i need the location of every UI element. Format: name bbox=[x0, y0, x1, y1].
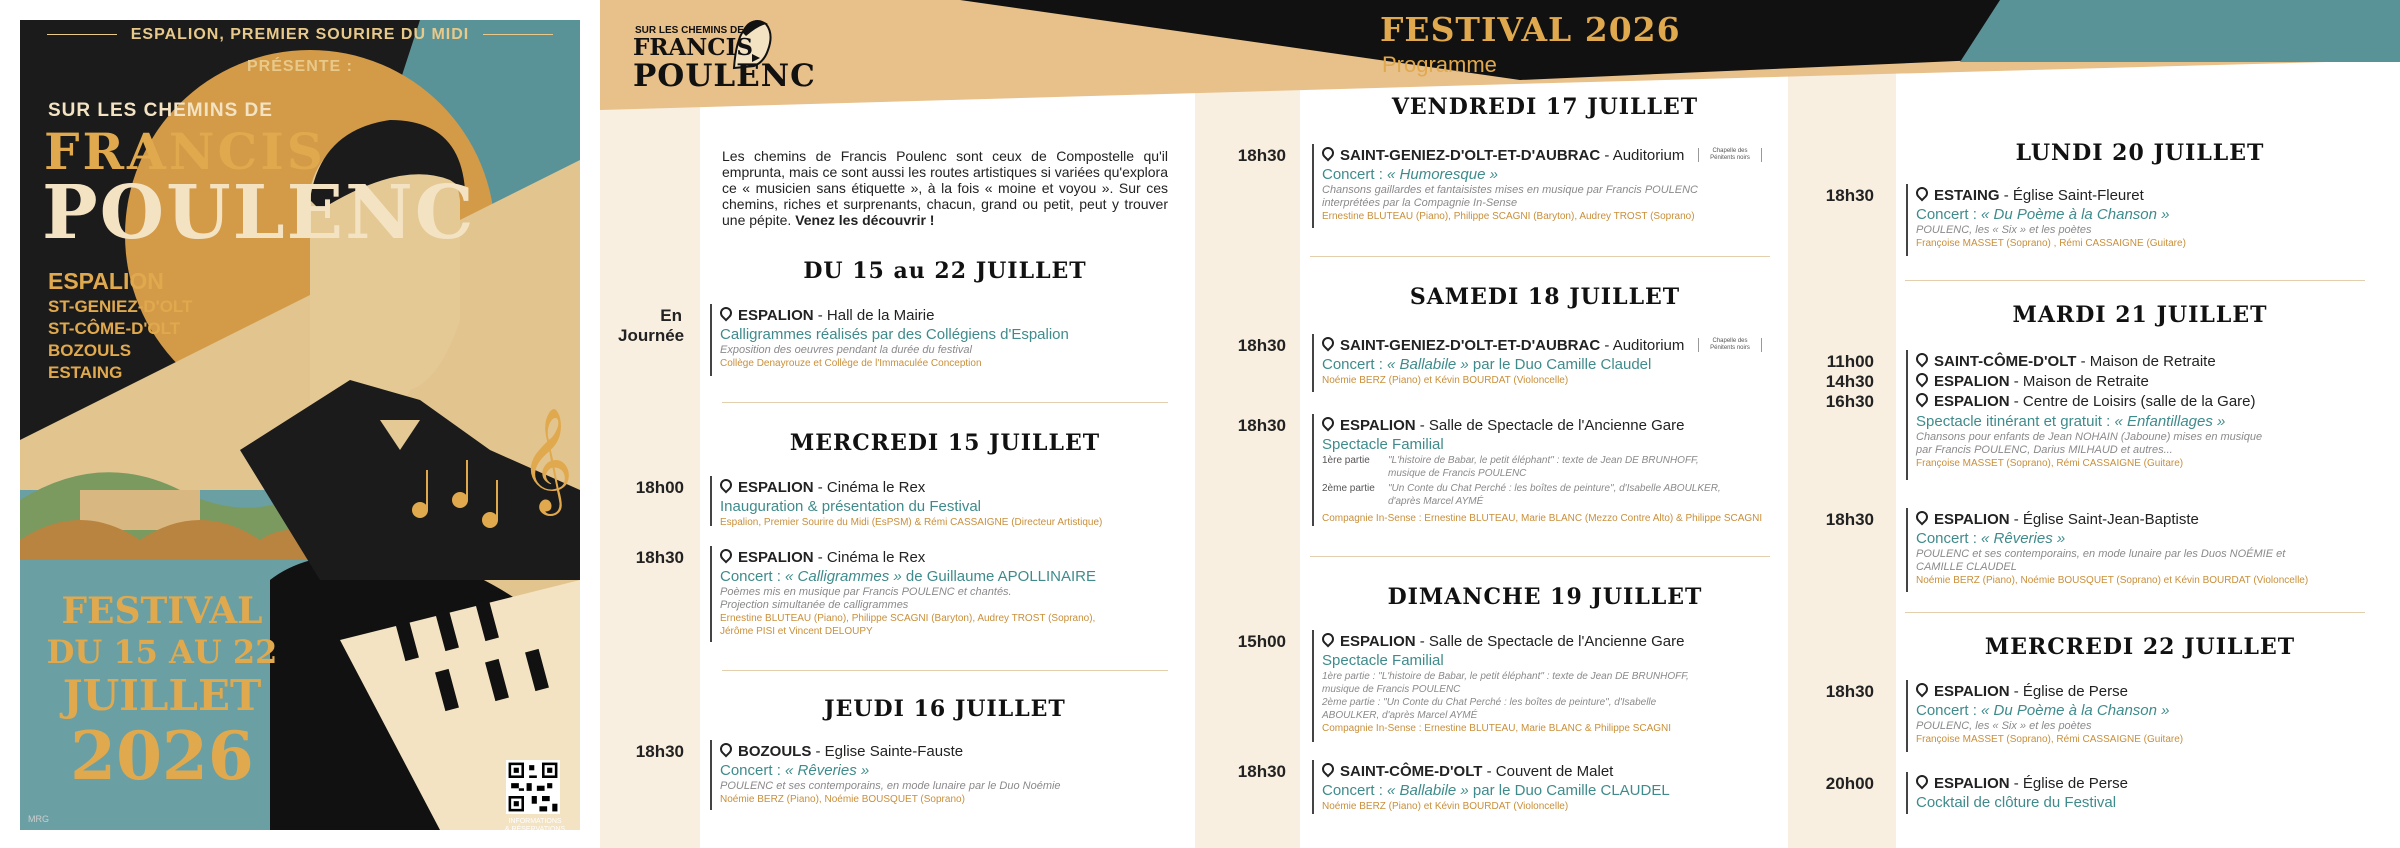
qr-code-icon[interactable] bbox=[506, 760, 560, 814]
event-description: 2ème partie : "Un Conte du Chat Perché : les boîtes de peinture", d'Isabelle bbox=[1322, 697, 1657, 708]
poster-town: BOZOULS bbox=[48, 341, 132, 360]
location-pin-icon bbox=[1914, 509, 1931, 526]
event-rule bbox=[1906, 680, 1908, 752]
event-description: Projection simultanée de calligrammes bbox=[720, 599, 909, 611]
event-time: 18h30 bbox=[1237, 762, 1286, 781]
event-time: 18h00 bbox=[635, 478, 684, 497]
event-title: Concert : « Rêveries » bbox=[720, 762, 870, 779]
event-entry: ESPALION - Cinéma le Rex Inauguration & présentation du Festival Espalion, Premier Sourire du Midi (EsPSM) & Rémi CASSAIGNE (Directeur Artistique) bbox=[720, 478, 1102, 529]
event-description: Poèmes mis en musique par Francis POULENC et chantés. bbox=[720, 586, 1012, 598]
event-time: 18h30 bbox=[635, 742, 684, 761]
poster-top-line: ESPALION, PREMIER SOURIRE DU MIDI bbox=[20, 26, 580, 44]
event-performers: Noémie BERZ (Piano), Noémie BOUSQUET (Soprano) et Kévin BOURDAT (Violoncelle) bbox=[1916, 575, 2309, 586]
day-heading: JEUDI 16 JUILLET bbox=[824, 696, 1066, 722]
event-time: 18h30 bbox=[1825, 186, 1874, 205]
poster-fest-month: JUILLET bbox=[62, 671, 262, 720]
event-rule bbox=[710, 546, 712, 642]
poster-towns bbox=[48, 266, 192, 384]
day-heading: SAMEDI 18 JUILLET bbox=[1409, 284, 1681, 310]
divider bbox=[1905, 612, 2365, 613]
event-title: Concert : « Du Poème à la Chanson » bbox=[1916, 702, 2170, 719]
event-entry: ESPALION - Salle de Spectacle de l'Ancienne Gare Spectacle Familial 1ère partie "L'histoire de Babar, le petit éléphant" : texte de Jean DE BRUNHOFF, musique de Francis POULENC 2ème partie "Un Conte du Chat Perché : les boîtes de peinture", d'Isabelle ABOULKER, d'après Marcel AYMÉ Compagnie In-Sense : Ernestine BLUTEAU, Marie BLANC (Mezzo Contre Alto) & Philippe SCAGNI bbox=[1322, 416, 1762, 525]
event-time: 18h30 bbox=[1237, 416, 1286, 435]
part-description: musique de Francis POULENC bbox=[1388, 468, 1527, 479]
event-entry: ESPALION - Cinéma le Rex Concert : « Calligrammes » de Guillaume APOLLINAIRE Poèmes mis en musique par Francis POULENC et chantés. Projection simultanée de calligrammes Ernestine BLUTEAU (Piano), Philippe SCAGNI (Baryton), Audrey TROST (Soprano), Jérôme PISI et Vincent DELOUPY bbox=[720, 548, 1096, 638]
event-rule bbox=[710, 476, 712, 526]
location-pin-icon bbox=[1914, 773, 1931, 790]
poster-presente: PRÉSENTE : bbox=[246, 58, 353, 75]
header-programme: Programme bbox=[1382, 52, 1497, 77]
event-rule bbox=[1312, 144, 1314, 228]
poster-town: ESPALION bbox=[48, 268, 164, 294]
location-pin-icon bbox=[1914, 371, 1931, 388]
svg-text:𝄞: 𝄞 bbox=[520, 407, 574, 512]
margin-band bbox=[1788, 0, 1896, 848]
event-performers: Collège Denayrouze et Collège de l'Immaculée Conception bbox=[720, 358, 982, 369]
divider bbox=[1310, 256, 1770, 257]
event-description: POULENC, les « Six » et les poètes bbox=[1916, 720, 2092, 732]
event-title: Spectacle itinérant et gratuit : « Enfantillages » bbox=[1916, 413, 2226, 430]
location-pin-icon bbox=[1320, 761, 1337, 778]
poster-town: ST-CÔME-D'OLT bbox=[48, 319, 181, 338]
location-pin-icon bbox=[1914, 681, 1931, 698]
part-description: "Un Conte du Chat Perché : les boîtes de peinture", d'Isabelle ABOULKER, bbox=[1388, 483, 1721, 494]
header-first-name: FRANCIS bbox=[633, 34, 753, 61]
event-entry: SAINT-GENIEZ-D'OLT-ET-D'AUBRAC - Auditorium Concert : « Humoresque » Chansons gaillardes et fantaisistes mises en musique par Francis POULENC interprétées par la Compagnie In-Sense Ernestine BLUTEAU (Piano), Philippe SCAGNI (Baryton), Audrey TROST (Soprano) bbox=[1322, 146, 1698, 223]
poster-last-name: POULENC bbox=[42, 170, 476, 256]
event-entry: SAINT-CÔME-D'OLT - Maison de Retraite ESPALION - Maison de Retraite ESPALION - Centre de Loisirs (salle de la Gare) Spectacle itinérant et gratuit : « Enfantillages » Chansons pour enfants de Jean NOHAIN (Jaboune) mises en musique par Francis POULENC, Darius MILHAUD et autres... Françoise MASSET (Soprano), Rémi CASSAIGNE (Guitare) bbox=[1916, 352, 2262, 470]
location-pin-icon bbox=[1914, 185, 1931, 202]
event-performers: Noémie BERZ (Piano), Noémie BOUSQUET (Soprano) bbox=[720, 794, 965, 805]
poster-festival-dates bbox=[32, 590, 292, 795]
event-rule bbox=[1906, 772, 1908, 814]
venue-note: Chapelle des Pénitents noirs bbox=[1698, 148, 1762, 162]
location-pin-icon bbox=[1914, 391, 1931, 408]
event-parts bbox=[1322, 454, 1762, 512]
location-pin-icon bbox=[718, 305, 735, 322]
location-pin-icon bbox=[1320, 145, 1337, 162]
poster-fest-year: 2026 bbox=[70, 717, 254, 795]
event-performers: Ernestine BLUTEAU (Piano), Philippe SCAGNI (Baryton), Audrey TROST (Soprano) bbox=[1322, 211, 1695, 222]
poster-town: ST-GENIEZ-D'OLT bbox=[48, 297, 193, 316]
qr-label: INFORMATIONS & RÉSERVATIONS bbox=[504, 818, 566, 830]
divider bbox=[722, 402, 1168, 403]
header-last-name: POULENC bbox=[633, 58, 816, 94]
event-description: 1ère partie : "L'histoire de Babar, le petit éléphant" : texte de Jean DE BRUNHOFF, bbox=[1322, 671, 1689, 682]
event-entry: SAINT-CÔME-D'OLT - Couvent de Malet Concert : « Ballabile » par le Duo Camille CLAUDEL Noémie BERZ (Piano) et Kévin BOURDAT (Violoncelle) bbox=[1322, 762, 1670, 813]
poster-credit: MRG bbox=[28, 814, 49, 824]
event-description: POULENC et ses contemporains, en mode lunaire par le Duo Noémie bbox=[720, 780, 1061, 792]
divider bbox=[1310, 556, 1770, 557]
poster-fest-word: FESTIVAL bbox=[61, 590, 263, 632]
event-description: POULENC et ses contemporains, en mode lunaire par les Duos NOÉMIE et bbox=[1916, 548, 2286, 560]
event-description: POULENC, les « Six » et les poètes bbox=[1916, 224, 2092, 236]
event-time: 18h30 bbox=[1825, 510, 1874, 529]
day-heading: MERCREDI 22 JUILLET bbox=[1984, 634, 2296, 660]
event-time: 18h30 bbox=[1825, 682, 1874, 701]
day-heading: DIMANCHE 19 JUILLET bbox=[1387, 584, 1703, 610]
event-performers: Jérôme PISI et Vincent DELOUPY bbox=[720, 626, 873, 637]
event-entry: ESPALION - Église Saint-Jean-Baptiste Concert : « Rêveries » POULENC et ses contemporains, en mode lunaire par les Duos NOÉMIE et CAMILLE CLAUDEL Noémie BERZ (Piano), Noémie BOUSQUET (Soprano) et Kévin BOURDAT (Violoncelle) bbox=[1916, 510, 2308, 587]
event-title: Concert : « Rêveries » bbox=[1916, 530, 2066, 547]
event-title: Inauguration & présentation du Festival bbox=[720, 498, 981, 515]
event-description: CAMILLE CLAUDEL bbox=[1916, 561, 2017, 573]
event-entry: ESPALION - Salle de Spectacle de l'Ancienne Gare Spectacle Familial 1ère partie : "L'histoire de Babar, le petit éléphant" : texte de Jean DE BRUNHOFF, musique de Francis POULENC 2ème partie : "Un Conte du Chat Perché : les boîtes de peinture", d'Isabelle ABOULKER, d'après Marcel AYMÉ Compagnie In-Sense : Ernestine BLUTEAU, Marie BLANC & Philippe SCAGNI bbox=[1322, 632, 1689, 735]
divider bbox=[1905, 280, 2365, 281]
event-entry: BOZOULS - Eglise Sainte-Fauste Concert : « Rêveries » POULENC et ses contemporains, en mode lunaire par le Duo Noémie Noémie BERZ (Piano), Noémie BOUSQUET (Soprano) bbox=[720, 742, 1061, 806]
event-description: Chansons gaillardes et fantaisistes mises en musique par Francis POULENC bbox=[1322, 184, 1698, 196]
event-rule bbox=[1906, 350, 1908, 480]
event-performers: Ernestine BLUTEAU (Piano), Philippe SCAGNI (Baryton), Audrey TROST (Soprano), bbox=[720, 613, 1096, 624]
poster-town: ESTAING bbox=[48, 363, 123, 382]
event-title: Concert : « Du Poème à la Chanson » bbox=[1916, 206, 2170, 223]
event-performers: Noémie BERZ (Piano) et Kévin BOURDAT (Violoncelle) bbox=[1322, 375, 1569, 386]
poster-first-name: FRANCIS bbox=[44, 122, 326, 181]
event-performers: Compagnie In-Sense : Ernestine BLUTEAU, Marie BLANC & Philippe SCAGNI bbox=[1322, 723, 1672, 734]
event-rule bbox=[710, 304, 712, 376]
event-time: 18h30 bbox=[1237, 336, 1286, 355]
event-performers: Françoise MASSET (Soprano), Rémi CASSAIGNE (Guitare) bbox=[1916, 458, 2184, 469]
day-heading: VENDREDI 17 JUILLET bbox=[1391, 94, 1699, 120]
margin-band bbox=[600, 0, 700, 848]
location-pin-icon bbox=[718, 547, 735, 564]
event-rule bbox=[710, 740, 712, 810]
poster-subtitle: SUR LES CHEMINS DE bbox=[48, 100, 273, 121]
part-description: "L'histoire de Babar, le petit éléphant" : texte de Jean DE BRUNHOFF, bbox=[1388, 455, 1699, 466]
event-rule bbox=[1312, 414, 1314, 526]
event-rule bbox=[1906, 184, 1908, 256]
event-title: Spectacle Familial bbox=[1322, 652, 1444, 669]
event-description: musique de Francis POULENC bbox=[1322, 684, 1461, 695]
intro-paragraph: Les chemins de Francis Poulenc sont ceux de Compostelle qu'il emprunta, mais ce sont aussi les routes artistiques si variées qu'explora ce « musicien sans étiquette », à la fois « moine et voyou ». Sur ces chemins, riches et surprenants, chacun, grand ou petit, peut y trouver une pépite. Venez les découvrir ! bbox=[722, 148, 1168, 228]
event-title: Spectacle Familial bbox=[1322, 436, 1444, 453]
poster-fest-range: DU 15 AU 22 bbox=[46, 633, 278, 671]
event-description: ABOULKER, d'après Marcel AYMÉ bbox=[1322, 710, 1478, 721]
part-label: 2ème partie bbox=[1322, 483, 1375, 494]
event-time: 20h00 bbox=[1825, 774, 1874, 793]
event-rule bbox=[1906, 508, 1908, 592]
event-time: En Journée bbox=[618, 306, 685, 345]
event-entry: ESPALION - Hall de la Mairie Calligrammes réalisés par des Collégiens d'Espalion Exposition des oeuvres pendant la durée du festival Collège Denayrouze et Collège de l'Immaculée Conception bbox=[720, 306, 1069, 370]
event-performers: Françoise MASSET (Soprano), Rémi CASSAIGNE (Guitare) bbox=[1916, 734, 2184, 745]
event-title: Concert : « Calligrammes » de Guillaume APOLLINAIRE bbox=[720, 568, 1097, 585]
event-title: Concert : « Ballabile » par le Duo Camille CLAUDEL bbox=[1322, 782, 1670, 799]
location-pin-icon bbox=[1914, 351, 1931, 368]
event-title: Concert : « Ballabile » par le Duo Camille Claudel bbox=[1322, 356, 1652, 373]
header-subtitle: SUR LES CHEMINS DE bbox=[635, 25, 744, 36]
event-title: Concert : « Humoresque » bbox=[1322, 166, 1498, 183]
event-description: interprétées par la Compagnie In-Sense bbox=[1322, 197, 1518, 209]
event-rule bbox=[1312, 334, 1314, 392]
event-performers: Françoise MASSET (Soprano) , Rémi CASSAIGNE (Guitare) bbox=[1916, 238, 2186, 249]
event-title: Cocktail de clôture du Festival bbox=[1916, 794, 2117, 811]
event-entry: SAINT-GENIEZ-D'OLT-ET-D'AUBRAC - Auditorium Concert : « Ballabile » par le Duo Camille Claudel Noémie BERZ (Piano) et Kévin BOURDAT (Violoncelle) bbox=[1322, 336, 1684, 387]
day-heading: MERCREDI 15 JUILLET bbox=[789, 430, 1101, 456]
event-performers: Compagnie In-Sense : Ernestine BLUTEAU, Marie BLANC (Mezzo Contre Alto) & Philippe SCAGNI bbox=[1322, 513, 1763, 524]
location-pin-icon bbox=[718, 477, 735, 494]
event-title: Calligrammes réalisés par des Collégiens d'Espalion bbox=[720, 326, 1069, 343]
event-entry: ESTAING - Église Saint-Fleuret Concert : « Du Poème à la Chanson » POULENC, les « Six » et les poètes Françoise MASSET (Soprano) , Rémi CASSAIGNE (Guitare) bbox=[1916, 186, 2186, 250]
event-time: 18h30 bbox=[635, 548, 684, 567]
header-festival-title: FESTIVAL 2026 bbox=[1380, 10, 1681, 49]
location-pin-icon bbox=[1320, 335, 1337, 352]
day-heading: MARDI 21 JUILLET bbox=[2012, 302, 2268, 328]
divider bbox=[722, 670, 1168, 671]
event-times: 11h00 14h30 16h30 bbox=[1825, 352, 1874, 411]
event-performers: Espalion, Premier Sourire du Midi (EsPSM) & Rémi CASSAIGNE (Directeur Artistique) bbox=[720, 517, 1103, 528]
event-description: Chansons pour enfants de Jean NOHAIN (Jaboune) mises en musique bbox=[1916, 431, 2263, 443]
day-heading: LUNDI 20 JUILLET bbox=[2015, 140, 2265, 166]
event-rule bbox=[1312, 630, 1314, 742]
venue-note: Chapelle des Pénitents noirs bbox=[1698, 338, 1762, 352]
event-rule bbox=[1312, 760, 1314, 814]
location-pin-icon bbox=[1320, 415, 1337, 432]
event-description: Exposition des oeuvres pendant la durée du festival bbox=[720, 344, 972, 356]
event-entry: ESPALION - Église de Perse Concert : « Du Poème à la Chanson » POULENC, les « Six » et les poètes Françoise MASSET (Soprano), Rémi CASSAIGNE (Guitare) bbox=[1916, 682, 2183, 746]
festival-poster bbox=[20, 20, 580, 830]
event-time: 18h30 bbox=[1237, 146, 1286, 165]
event-description: par Francis POULENC, Darius MILHAUD et autres... bbox=[1916, 444, 2173, 456]
location-pin-icon bbox=[1320, 631, 1337, 648]
part-label: 1ère partie bbox=[1322, 455, 1370, 466]
event-time: 15h00 bbox=[1237, 632, 1286, 651]
location-pin-icon bbox=[718, 741, 735, 758]
event-performers: Noémie BERZ (Piano) et Kévin BOURDAT (Violoncelle) bbox=[1322, 801, 1569, 812]
event-entry: ESPALION - Église de Perse Cocktail de clôture du Festival bbox=[1916, 774, 2128, 812]
day-heading: DU 15 au 22 JUILLET bbox=[803, 258, 1087, 284]
part-description: d'après Marcel AYMÉ bbox=[1388, 496, 1484, 507]
